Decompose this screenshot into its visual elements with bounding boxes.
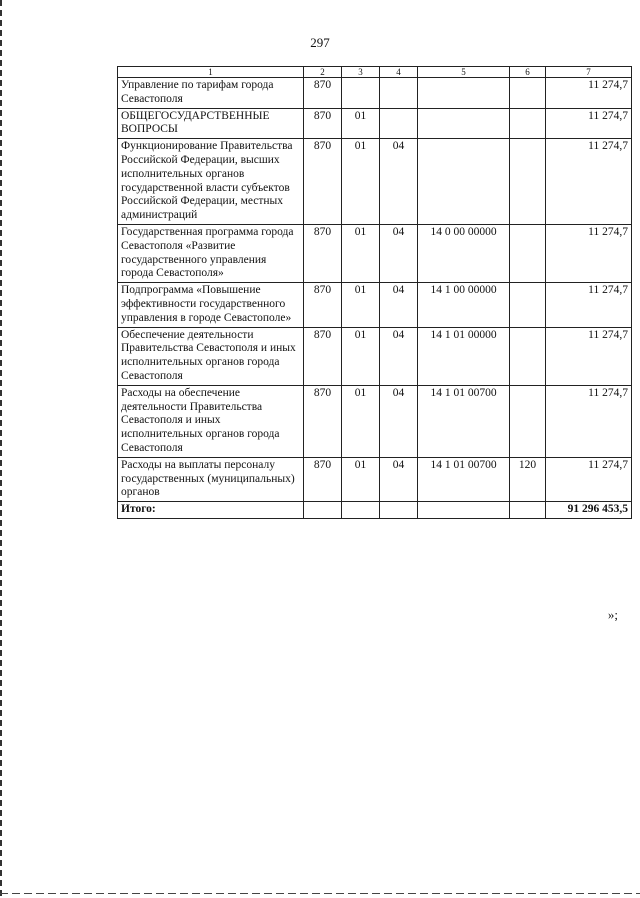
row-rz: 01 <box>342 108 380 139</box>
row-name: Подпрограмма «Повышение эффективности государственного управления в городе Севастополе» <box>118 283 304 327</box>
row-name: ОБЩЕГОСУДАРСТВЕННЫЕ ВОПРОСЫ <box>118 108 304 139</box>
row-rz: 01 <box>342 283 380 327</box>
row-pr: 04 <box>380 327 418 385</box>
row-pr: 04 <box>380 457 418 501</box>
row-name: Обеспечение деятельности Правительства Севастополя и иных исполнительных органов города Севастополя <box>118 327 304 385</box>
row-csr: 14 1 00 00000 <box>418 283 510 327</box>
row-ved: 870 <box>304 78 342 109</box>
row-sum: 11 274,7 <box>546 139 632 225</box>
row-vr <box>510 108 546 139</box>
row-vr: 120 <box>510 457 546 501</box>
table-row <box>118 457 632 501</box>
row-pr <box>380 108 418 139</box>
table-row <box>118 108 632 139</box>
row-csr: 14 0 00 00000 <box>418 224 510 282</box>
scan-bottom-edge <box>0 893 640 894</box>
row-vr <box>510 327 546 385</box>
row-name: Государственная программа города Севастополя «Развитие государственного управления города Севастополя» <box>118 224 304 282</box>
row-ved: 870 <box>304 108 342 139</box>
row-csr: 14 1 01 00000 <box>418 327 510 385</box>
row-ved: 870 <box>304 283 342 327</box>
header-col-2: 2 <box>304 67 342 78</box>
row-pr: 04 <box>380 385 418 457</box>
row-ved: 870 <box>304 224 342 282</box>
row-vr <box>510 224 546 282</box>
row-csr <box>418 108 510 139</box>
page-number: 297 <box>310 35 330 50</box>
header-col-6: 6 <box>510 67 546 78</box>
header-col-4: 4 <box>380 67 418 78</box>
table-row <box>118 139 632 225</box>
row-csr: 14 1 01 00700 <box>418 457 510 501</box>
row-ved: 870 <box>304 385 342 457</box>
header-col-5: 5 <box>418 67 510 78</box>
row-sum: 11 274,7 <box>546 108 632 139</box>
header-col-7: 7 <box>546 67 632 78</box>
row-vr <box>510 283 546 327</box>
row-rz: 01 <box>342 327 380 385</box>
row-ved: 870 <box>304 457 342 501</box>
row-vr <box>510 385 546 457</box>
row-ved: 870 <box>304 139 342 225</box>
table-row <box>118 385 632 457</box>
total-row <box>118 502 632 519</box>
row-csr <box>418 78 510 109</box>
table-row <box>118 283 632 327</box>
row-name: Функционирование Правительства Российской Федерации, высших исполнительных органов государственной власти субъектов Российской Федерации, местных администраций <box>118 139 304 225</box>
row-rz: 01 <box>342 224 380 282</box>
row-rz <box>342 78 380 109</box>
closing-quote-mark: »; <box>607 607 618 622</box>
header-col-3: 3 <box>342 67 380 78</box>
table-row <box>118 224 632 282</box>
row-csr: 14 1 01 00700 <box>418 385 510 457</box>
budget-table <box>117 66 632 519</box>
row-name: Управление по тарифам города Севастополя <box>118 78 304 109</box>
row-sum: 11 274,7 <box>546 385 632 457</box>
row-ved: 870 <box>304 327 342 385</box>
row-sum: 11 274,7 <box>546 224 632 282</box>
row-sum: 11 274,7 <box>546 78 632 109</box>
header-col-1: 1 <box>118 67 304 78</box>
row-name: Расходы на выплаты персоналу государственных (муниципальных) органов <box>118 457 304 501</box>
row-rz: 01 <box>342 457 380 501</box>
row-sum: 11 274,7 <box>546 327 632 385</box>
row-rz: 01 <box>342 139 380 225</box>
row-csr <box>418 139 510 225</box>
row-pr: 04 <box>380 139 418 225</box>
row-pr <box>380 78 418 109</box>
row-rz: 01 <box>342 385 380 457</box>
scan-left-edge <box>0 0 2 898</box>
row-pr: 04 <box>380 283 418 327</box>
total-label: Итого: <box>118 502 304 519</box>
table-row <box>118 78 632 109</box>
table-row <box>118 327 632 385</box>
total-sum: 91 296 453,5 <box>546 502 632 519</box>
row-vr <box>510 139 546 225</box>
row-pr: 04 <box>380 224 418 282</box>
row-sum: 11 274,7 <box>546 283 632 327</box>
row-vr <box>510 78 546 109</box>
table-header-row <box>118 67 632 78</box>
row-sum: 11 274,7 <box>546 457 632 501</box>
row-name: Расходы на обеспечение деятельности Правительства Севастополя и иных исполнительных органов города Севастополя <box>118 385 304 457</box>
